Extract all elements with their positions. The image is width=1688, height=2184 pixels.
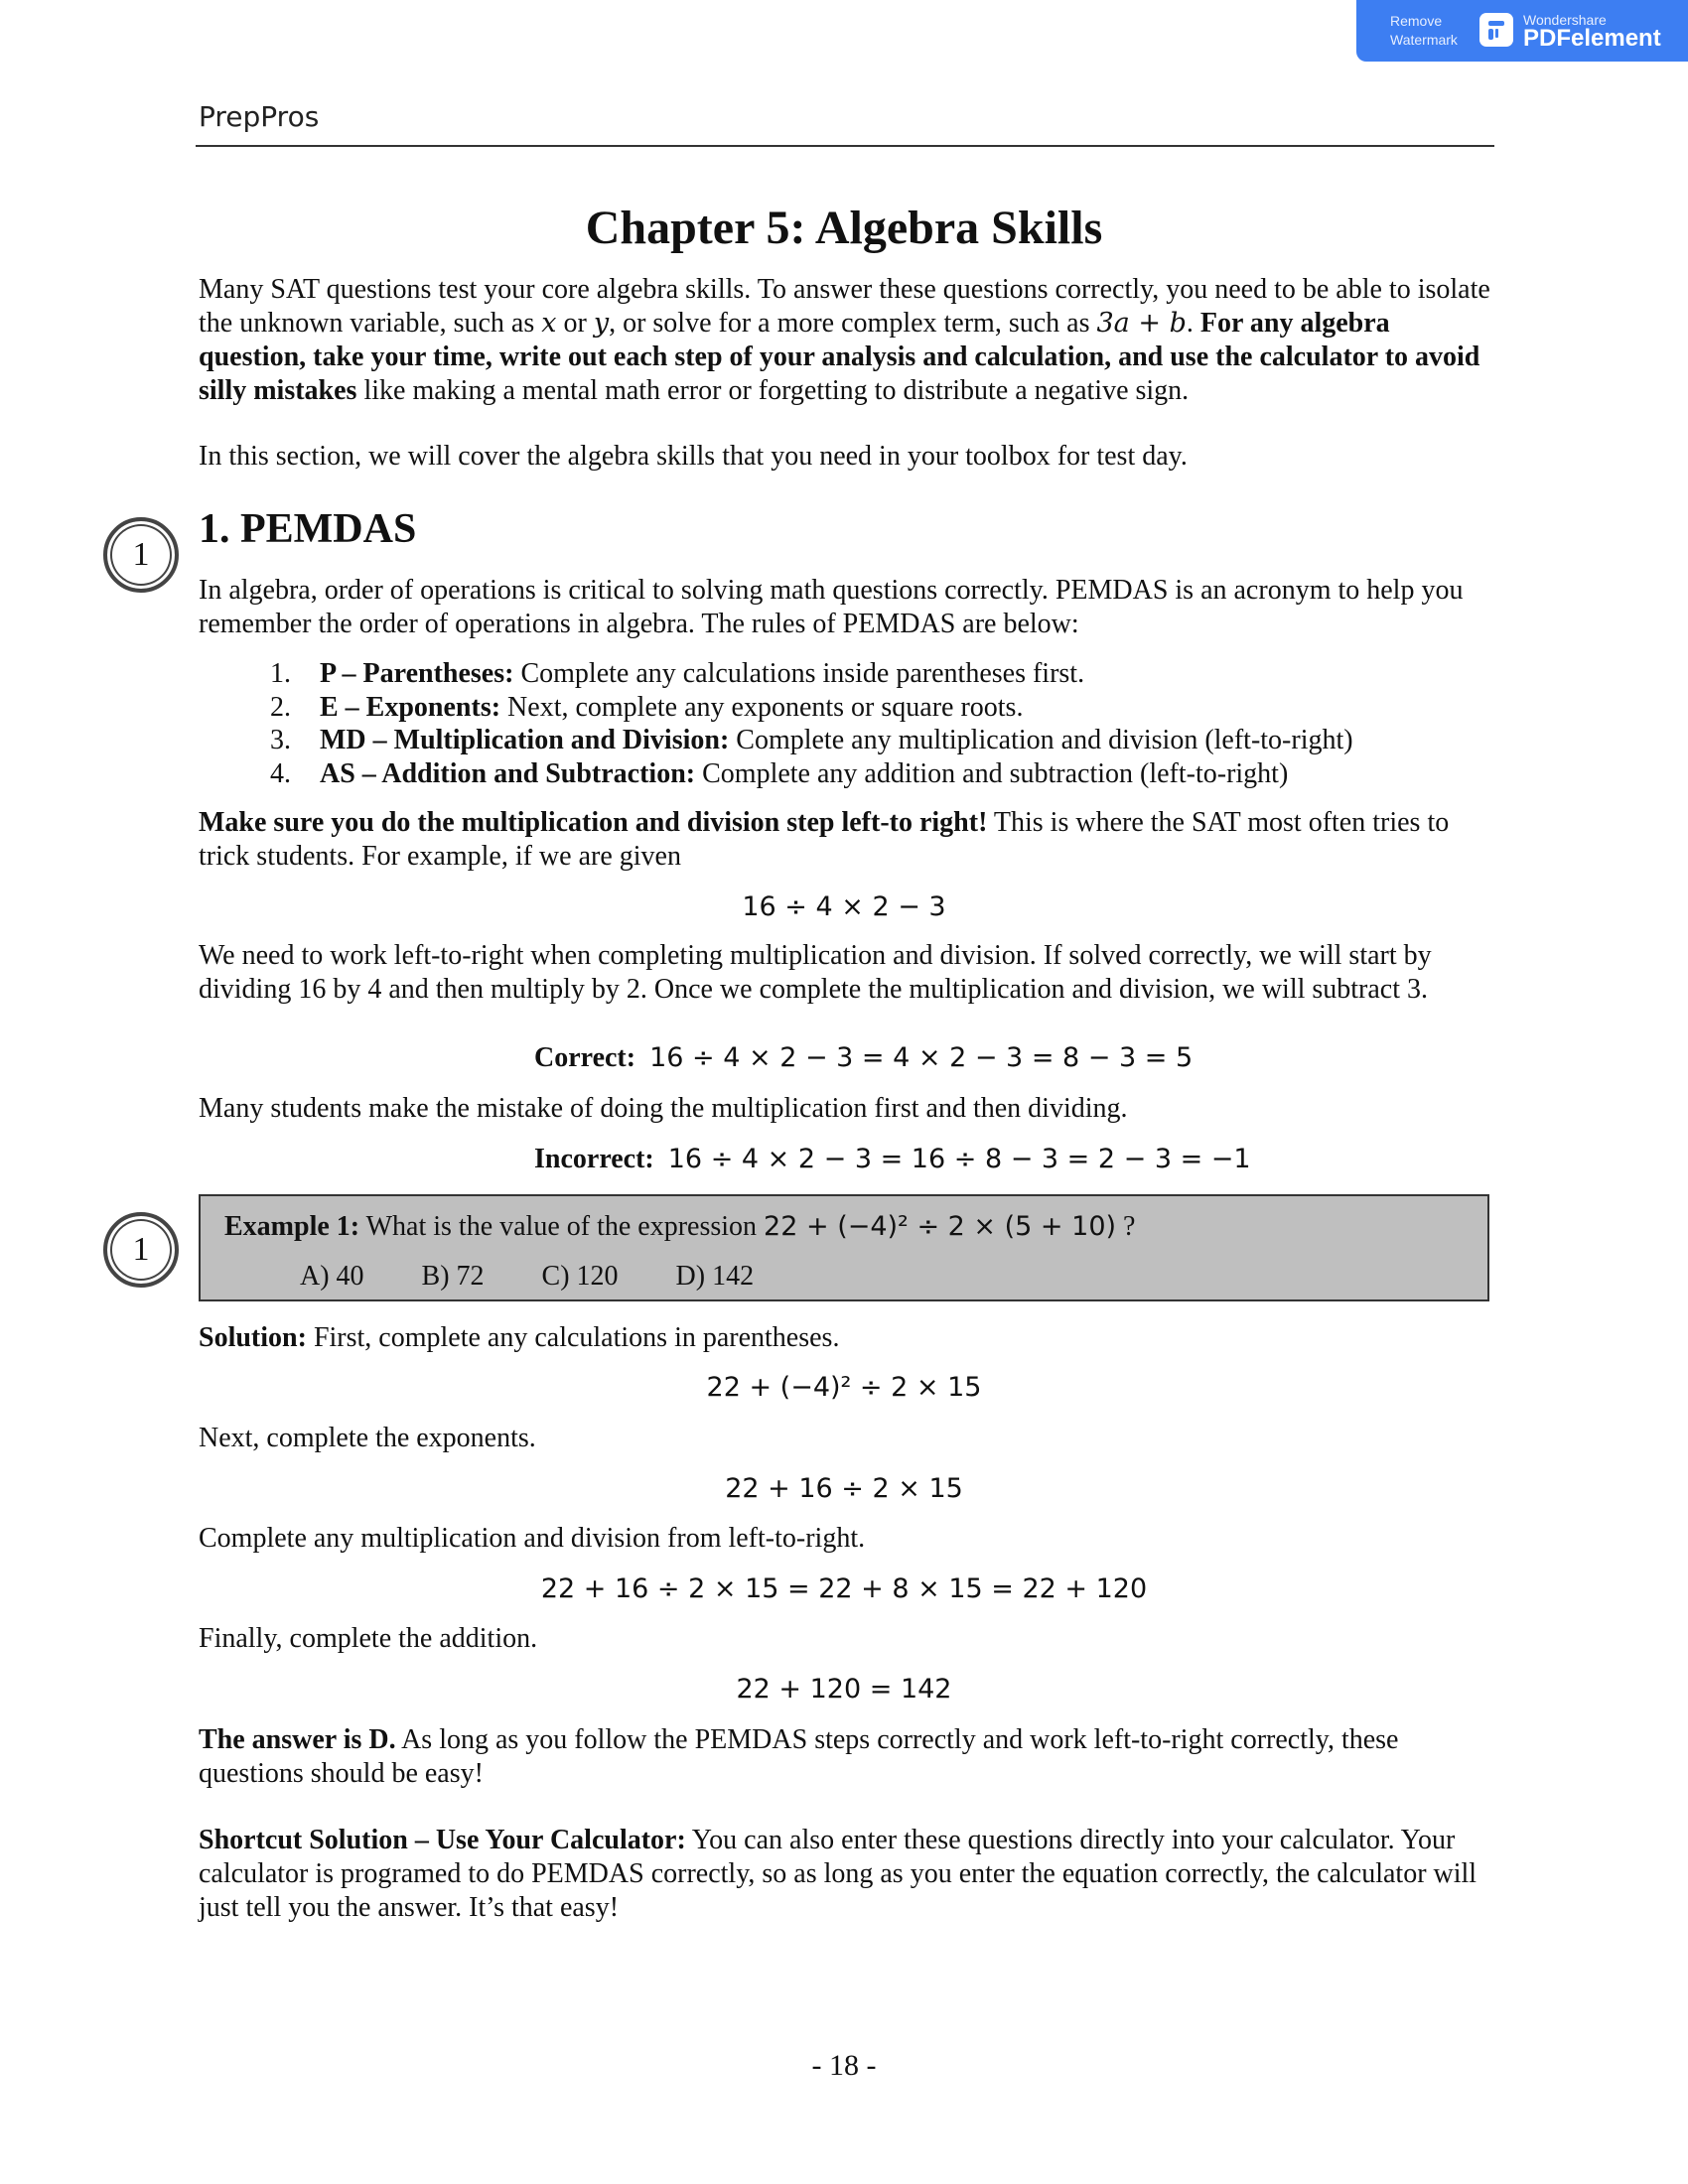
warning-paragraph: Make sure you do the multiplication and division step left-to right! This is where the SAT most often tries to trick students. For example, if we are given [199,807,1450,872]
choice-d: D) 142 [675,1261,755,1292]
intro-paragraph: Many SAT questions test your core algebra skills. To answer these questions correctly, you need to be able to isolate the unknown variable, such as x or y, or solve for a more complex term, such as 3a + b. For any algebra question, take your time, write out each step of your analysis and calculation, and use the calculator to avoid silly mistakes like making a mental math error or forgetting to distribute a negative sign. [199,274,1490,406]
remove-watermark-button[interactable] [1356,0,1688,62]
list-item: 2. E – Exponents: Next, complete any exponents or square roots. [270,691,1024,723]
answer-choices [300,1260,811,1294]
solution-expression-3: 22 + 16 ÷ 2 × 15 = 22 + 8 × 15 = 22 + 120 [540,1573,1148,1604]
solution-expression-1: 22 + (−4)² ÷ 2 × 15 [706,1372,982,1403]
example-marker-icon: 1 [103,1212,179,1288]
solution-step-4: Finally, complete the addition. [199,1623,538,1654]
running-header: PrepPros [199,100,320,133]
intro-paragraph-2: In this section, we will cover the algebra skills that you need in your toolbox for test day. [199,441,1188,472]
brand-company: Wondershare [1523,12,1607,28]
chapter-title: Chapter 5: Algebra Skills [585,202,1103,254]
answer-paragraph: The answer is D. As long as you follow the PEMDAS steps correctly and work left-to-right correctly, these questions should be easy! [199,1724,1399,1789]
mistake-paragraph: Many students make the mistake of doing the multiplication first and then dividing. [199,1093,1128,1124]
choice-c: C) 120 [541,1261,619,1292]
explanation-paragraph: We need to work left-to-right when completing multiplication and division. If solved correctly, we will start by dividing 16 by 4 and then multiply by 2. Once we complete the multiplication and division, we will subtract 3. [199,940,1432,1005]
example-question: Example 1: What is the value of the expression 22 + (−4)² ÷ 2 × (5 + 10) ? [224,1211,1136,1242]
solution-step-1: Solution: First, complete any calculations in parentheses. [199,1322,840,1353]
choice-a: A) 40 [300,1261,364,1292]
incorrect-line: Incorrect: 16 ÷ 4 × 2 − 3 = 16 ÷ 8 − 3 = 2 − 3 = −1 [534,1144,1251,1174]
solution-expression-4: 22 + 120 = 142 [736,1674,952,1705]
correct-line: Correct: 16 ÷ 4 × 2 − 3 = 4 × 2 − 3 = 8 − 3 = 5 [534,1042,1194,1073]
given-expression: 16 ÷ 4 × 2 − 3 [742,891,946,922]
section-title: 1. PEMDAS [199,506,417,552]
list-item: 1. P – Parentheses: Complete any calculations inside parentheses first. [270,658,1085,689]
solution-expression-2: 22 + 16 ÷ 2 × 15 [725,1473,963,1504]
list-item: 3. MD – Multiplication and Division: Complete any multiplication and division (left-to-right) [270,725,1353,755]
pemdas-rules-list [270,657,1491,790]
list-item: 4. AS – Addition and Subtraction: Complete any addition and subtraction (left-to-right) [270,757,1289,789]
section-intro: In algebra, order of operations is critical to solving math questions correctly. PEMDAS is an acronym to help you remember the order of operations in algebra. The rules of PEMDAS are below: [199,575,1464,639]
choice-b: B) 72 [421,1261,485,1292]
solution-step-2: Next, complete the exponents. [199,1423,536,1453]
page-number: - 18 - [811,2049,877,2082]
example-box [199,1194,1489,1301]
brand-name: PDFelement [1523,25,1661,52]
header-divider [196,145,1494,147]
remove-watermark-label: Remove Watermark [1390,13,1458,48]
pdfelement-logo-icon [1479,13,1513,47]
solution-step-3: Complete any multiplication and division from left-to-right. [199,1523,866,1554]
shortcut-paragraph: Shortcut Solution – Use Your Calculator: You can also enter these questions directly into your calculator. Your calculator is programed to do PEMDAS correctly, so as long as you enter the equation correctly, the calculator will just tell you the answer. It’s that easy! [199,1825,1477,1923]
section-marker-icon: 1 [103,517,179,593]
